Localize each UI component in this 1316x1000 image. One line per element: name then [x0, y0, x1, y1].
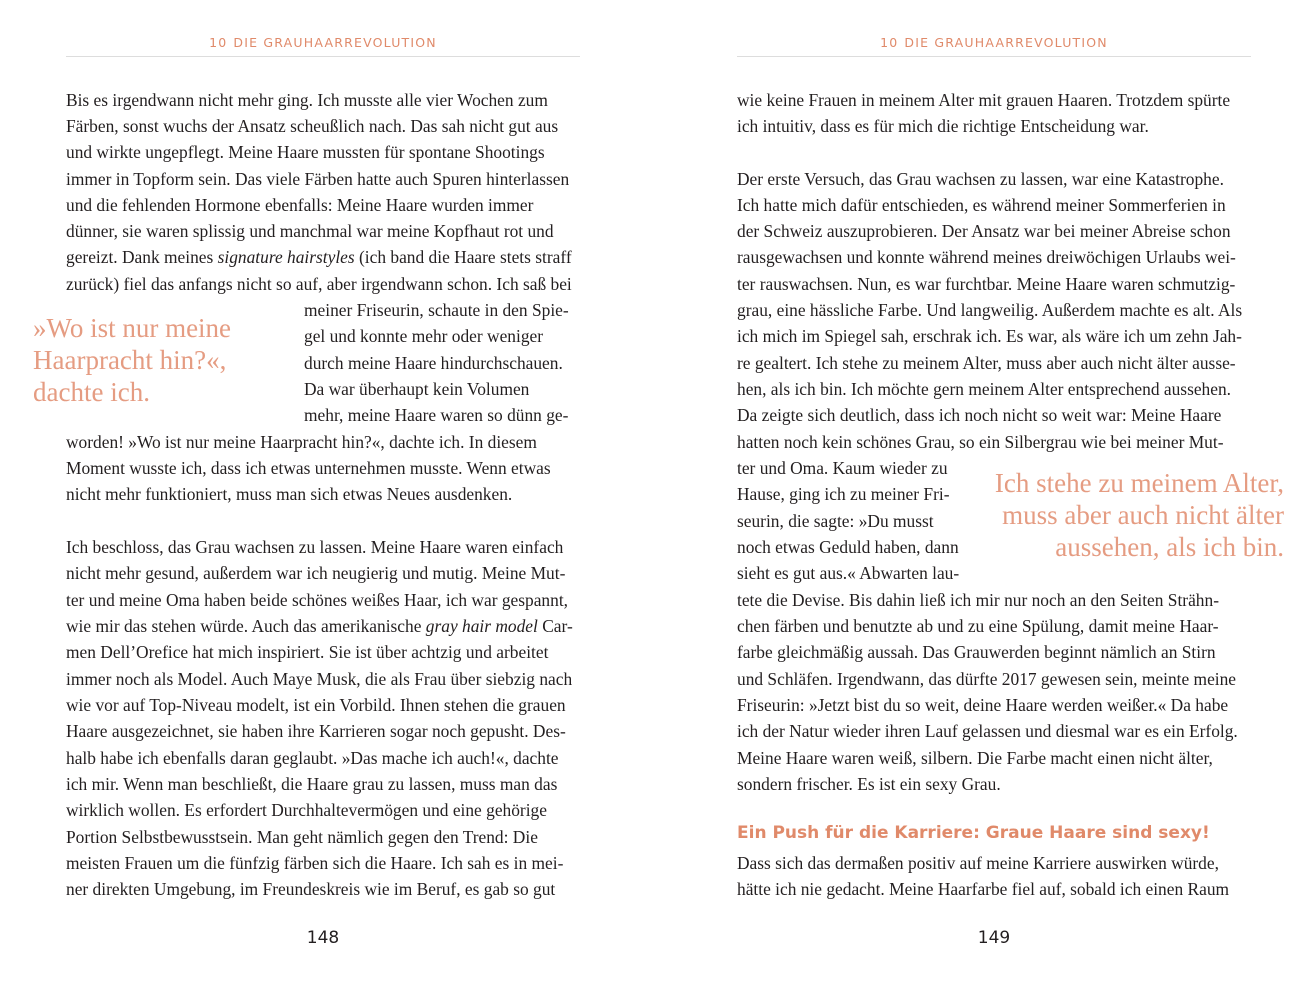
header-rule: [737, 56, 1251, 57]
body-line: ich der Natur wieder ihren Lauf gelassen und diesmal war es ein Erfolg.: [737, 721, 1238, 741]
chapter-title: DIE GRAUHAARREVOLUTION: [233, 35, 437, 50]
right-page: [737, 0, 1284, 1000]
body-line: wie vor auf Top-Niveau modelt, ist ein Vorbild. Ihnen stehen die grauen: [66, 695, 566, 715]
body-line: Meine Haare waren weiß, silbern. Die Farbe macht einen nicht älter,: [737, 748, 1213, 768]
body-line: ner direkten Umgebung, im Freundeskreis wie im Beruf, es gab so gut: [66, 879, 556, 899]
italic-term: gray hair model: [425, 616, 538, 636]
pull-quote-line: Ich stehe zu meinem Alter,: [994, 468, 1284, 498]
body-line: [66, 244, 572, 270]
body-line: Da zeigte sich deutlich, dass ich noch nicht so weit war: Meine Haare: [737, 405, 1222, 425]
pull-quote-line: dachte ich.: [33, 377, 150, 407]
body-text: wie mir das stehen würde. Auch das amerikanische: [66, 616, 426, 636]
body-line: ter rauswachsen. Nun, es war furchtbar. Meine Haare waren schmutzig-: [737, 274, 1236, 294]
body-line: und die fehlenden Hormone ebenfalls: Meine Haare wurden immer: [66, 195, 534, 215]
body-line: und Schläfen. Irgendwann, das dürfte 2017 gewesen sein, meinte meine: [737, 669, 1237, 689]
body-line: gel und konnte mehr oder weniger: [304, 326, 544, 346]
body-text: (ich band die Haare stets straff: [354, 247, 572, 267]
body-line: der Schweiz auszuprobieren. Der Ansatz war bei meiner Abreise schon: [737, 221, 1231, 241]
body-line: Dass sich das dermaßen positiv auf meine Karriere auswirken würde,: [737, 853, 1219, 873]
pull-quote-line: Haarpracht hin?«,: [33, 345, 227, 375]
body-line: mehr, meine Haare waren so dünn ge-: [304, 405, 569, 425]
body-line: Färben, sonst wuchs der Ansatz scheußlich nach. Das sah nicht gut aus: [66, 116, 559, 136]
body-line: meisten Frauen um die fünfzig färben sich die Haare. Ich sah es in mei-: [66, 853, 564, 873]
section-subheading: Ein Push für die Karriere: Graue Haare sind sexy!: [737, 823, 1210, 843]
body-line: worden! »Wo ist nur meine Haarpracht hin?«, dachte ich. In diesem: [66, 432, 537, 452]
running-head: [66, 35, 580, 50]
body-line: nicht mehr funktioniert, muss man sich etwas Neues ausdenken.: [66, 484, 513, 504]
pull-quote-line: »Wo ist nur meine: [33, 313, 232, 343]
body-line: Da war überhaupt kein Volumen: [304, 379, 530, 399]
body-line: zurück) fiel das anfangs nicht so auf, aber irgendwann schon. Ich saß bei: [66, 274, 572, 294]
body-line: seurin, die sagte: »Du musst: [737, 511, 934, 531]
body-line: ter und Oma. Kaum wieder zu: [737, 458, 948, 478]
body-line: re gealtert. Ich stehe zu meinem Alter, muss aber auch nicht älter ausse-: [737, 353, 1236, 373]
body-line: [66, 613, 573, 639]
body-line: immer in Topform sein. Das viele Färben hatte auch Spuren hinterlassen: [66, 169, 570, 189]
body-line: sieht es gut aus.« Abwarten lau-: [737, 563, 960, 583]
pull-quote: [33, 312, 231, 408]
chapter-number: 10: [880, 35, 899, 50]
body-line: noch etwas Geduld haben, dann: [737, 537, 959, 557]
page-number: 148: [306, 928, 340, 948]
body-line: grau, eine hässliche Farbe. Und langweilig. Außerdem machte es alt. Als: [737, 300, 1243, 320]
body-line: Ich hatte mich dafür entschieden, es während meiner Sommerferien in: [737, 195, 1226, 215]
body-line: Der erste Versuch, das Grau wachsen zu lassen, war eine Katastrophe.: [737, 169, 1224, 189]
chapter-title: DIE GRAUHAARREVOLUTION: [904, 35, 1108, 50]
body-line: Haare ausgezeichnet, sie haben ihre Karrieren sogar noch gepusht. Des-: [66, 721, 566, 741]
body-line: Portion Selbstbewusstsein. Man geht nämlich gegen den Trend: Die: [66, 827, 538, 847]
body-line: tete die Devise. Bis dahin ließ ich mir nur noch an den Seiten Strähn-: [737, 590, 1219, 610]
body-line: sondern frischer. Es ist ein sexy Grau.: [737, 774, 1001, 794]
chapter-number: 10: [209, 35, 228, 50]
pull-quote-line: muss aber auch nicht älter: [1002, 500, 1284, 530]
body-line: Friseurin: »Jetzt bist du so weit, deine Haare werden weißer.« Da habe: [737, 695, 1229, 715]
running-head: [737, 35, 1251, 50]
pull-quote: [995, 467, 1284, 563]
body-line: chen färben und benutzte ab und zu eine Spülung, damit meine Haar-: [737, 616, 1219, 636]
body-line: men Dell’Orefice hat mich inspiriert. Sie ist über achtzig und arbeitet: [66, 642, 549, 662]
body-line: Ich beschloss, das Grau wachsen zu lassen. Meine Haare waren einfach: [66, 537, 564, 557]
body-line: Hause, ging ich zu meiner Fri-: [737, 484, 950, 504]
body-text: Car-: [537, 616, 573, 636]
body-text: gereizt. Dank meines: [66, 247, 218, 267]
header-rule: [66, 56, 580, 57]
body-line: ich intuitiv, dass es für mich die richtige Entscheidung war.: [737, 116, 1149, 136]
body-line: rausgewachsen und konnte während meines dreiwöchigen Urlaubs wei-: [737, 247, 1236, 267]
body-line: ter und meine Oma haben beide schönes weißes Haar, ich war gespannt,: [66, 590, 569, 610]
body-line: ich mir. Wenn man beschließt, die Haare grau zu lassen, muss man das: [66, 774, 558, 794]
body-line: wie keine Frauen in meinem Alter mit grauen Haaren. Trotzdem spürte: [737, 90, 1231, 110]
body-line: hatten noch kein schönes Grau, so ein Silbergrau wie bei meiner Mut-: [737, 432, 1224, 452]
body-line: immer noch als Model. Auch Maye Musk, die als Frau über siebzig nach: [66, 669, 573, 689]
body-line: halb habe ich ebenfalls daran geglaubt. »Das mache ich auch!«, dachte: [66, 748, 559, 768]
body-line: und wirkte ungepflegt. Meine Haare mussten für spontane Shootings: [66, 142, 545, 162]
left-page: [33, 0, 580, 1000]
page-number: 149: [977, 928, 1011, 948]
body-line: dünner, sie waren splissig und manchmal war meine Kopfhaut rot und: [66, 221, 554, 241]
pull-quote-line: aussehen, als ich bin.: [1055, 532, 1284, 562]
body-line: Moment wusste ich, dass ich etwas unternehmen musste. Wenn etwas: [66, 458, 551, 478]
body-line: hen, als ich bin. Ich möchte gern meinem Alter entsprechend aussehen.: [737, 379, 1232, 399]
body-line: farbe gleichmäßig aussah. Das Grauwerden beginnt nämlich an Stirn: [737, 642, 1216, 662]
body-line: Bis es irgendwann nicht mehr ging. Ich musste alle vier Wochen zum: [66, 90, 548, 110]
body-line: hätte ich nie gedacht. Meine Haarfarbe fiel auf, sobald ich einen Raum: [737, 879, 1230, 899]
body-line: durch meine Haare hindurchschauen.: [304, 353, 563, 373]
body-line: meiner Friseurin, schaute in den Spie-: [304, 300, 569, 320]
body-line: wirklich wollen. Es erfordert Durchhaltevermögen und eine gehörige: [66, 800, 547, 820]
body-line: ich mich im Spiegel sah, erschrak ich. Es war, als wäre ich um zehn Jah-: [737, 326, 1242, 346]
body-line: nicht mehr gesund, außerdem war ich neugierig und mutig. Meine Mut-: [66, 563, 566, 583]
italic-term: signature hairstyles: [217, 247, 355, 267]
